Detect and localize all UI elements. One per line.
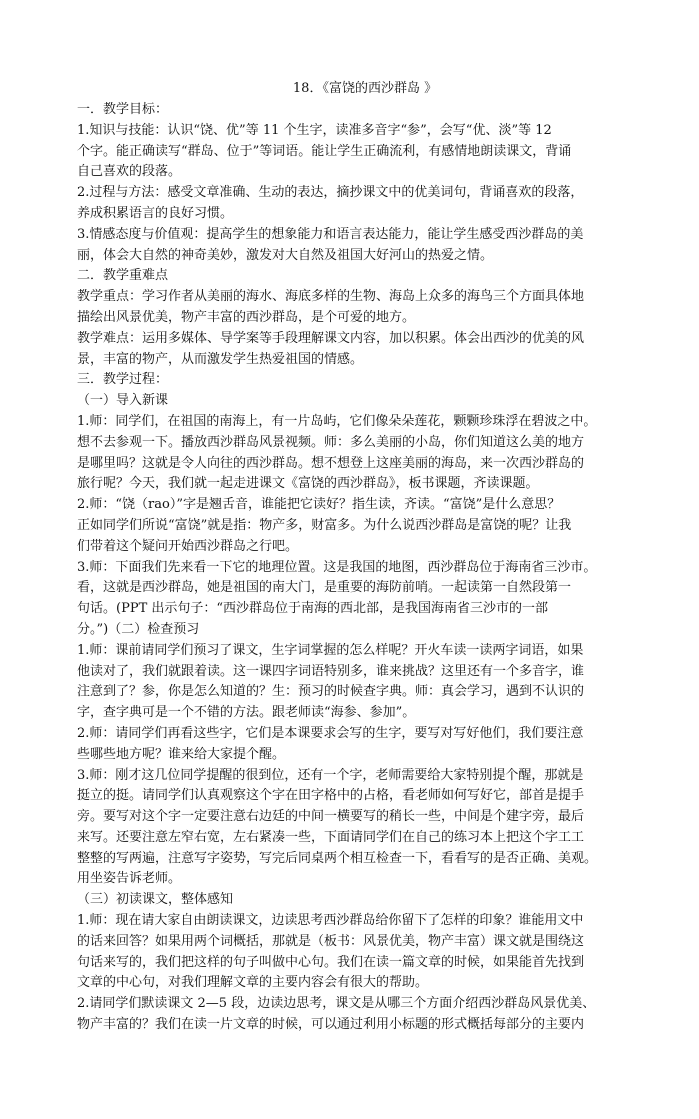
text-line: 看，这就是西沙群岛，她是祖国的南大门，是重要的海防前哨。一起读第一自然段第一 xyxy=(77,580,572,596)
text-line: 的话来回答？如果用两个词概括，那就是（板书：风景优美，物产丰富）课文就是围绕这 xyxy=(77,933,585,949)
text-line: 一．教学目标： xyxy=(77,102,169,117)
document-page xyxy=(77,80,633,1036)
text-line: 他读对了，我们就跟着读。这一课四字词语特别多，谁来挑战？这里还有一个多音字，谁 xyxy=(77,663,585,679)
document-body xyxy=(77,100,633,1036)
text-line: 挺立的挺。请同学们认真观察这个字在田字格中的占格，看老师如何写好它，部首是提手 xyxy=(77,788,585,804)
text-line: 丽，体会大自然的神奇美妙，激发对大自然及祖国大好河山的热爱之情。 xyxy=(77,247,494,263)
text-line: 们带着这个疑问开始西沙群岛之行吧。 xyxy=(77,538,299,554)
text-line: 是哪里吗？这就是令人向往的西沙群岛。想不想登上这座美丽的海岛，来一次西沙群岛的 xyxy=(77,455,585,471)
text-line: 正如同学们所说“富饶”就是指：物产多，财富多。为什么说西沙群岛是富饶的呢？让我 xyxy=(77,517,572,533)
text-line: 句话来写的，我们把这样的句子叫做中心句。我们在读一篇文章的时候，如果能首先找到 xyxy=(77,954,585,970)
text-line: 三．教学过程： xyxy=(77,372,169,388)
text-line: 2.请同学们默读课文 2—5 段，边读边思考，课文是从哪三个方面介绍西沙群岛风景优美、 xyxy=(77,996,596,1012)
text-line: 2.过程与方法：感受文章准确、生动的表达，摘抄课文中的优美词句，背诵喜欢的段落， xyxy=(77,185,584,201)
text-line: 旅行呢？今天，我们就一起走进课文《富饶的西沙群岛》，板书课题，齐读课题。 xyxy=(77,476,539,492)
text-line: 二．教学重难点 xyxy=(77,268,169,284)
text-line: 注意到了？参，你是怎么知道的？生：预习的时候查字典。师：真会学习，遇到不认识的 xyxy=(77,684,585,700)
text-line: 描绘出风景优美，物产丰富的西沙群岛，是个可爱的地方。 xyxy=(77,309,416,325)
text-line: 句话。(PPT 出示句子：“西沙群岛位于南海的西北部，是我国海南省三沙市的一部 xyxy=(77,601,549,617)
text-line: 旁。要写对这个字一定要注意右边廷的中间一横要写的稍长一些，中间是个建字旁，最后 xyxy=(77,809,585,825)
text-line: 字，查字典可是一个不错的方法。跟老师读“海参、参加”。 xyxy=(77,705,416,721)
text-line: 3.师：刚才这几位同学提醒的很到位，还有一个字，老师需要给大家特别提个醒，那就是 xyxy=(77,767,584,783)
text-line: 1.师：课前请同学们预习了课文，生字词掌握的怎么样呢？开火车读一读两字词语，如果 xyxy=(77,642,584,658)
text-line: 物产丰富的？我们在读一片文章的时候，可以通过利用小标题的形式概括每部分的主要内 xyxy=(77,1017,585,1033)
text-line: 用坐姿告诉老师。 xyxy=(77,871,182,887)
text-line: 景，丰富的物产，从而激发学生热爱祖国的情感。 xyxy=(77,351,364,367)
text-line: 来写。还要注意左窄右宽，左右紧凑一些，下面请同学们在自己的练习本上把这个字工工 xyxy=(77,829,585,845)
text-line: 整整的写两遍，注意写字姿势，写完后同桌两个相互检查一下，看看写的是否正确、美观。 xyxy=(77,850,598,866)
text-line: 2.师：请同学们再看这些字，它们是本课要求会写的生字，要写对写好他们，我们要注意 xyxy=(77,725,584,741)
text-line: （一）导入新课 xyxy=(77,393,169,409)
text-line: 教学重点：学习作者从美丽的海水、海底多样的生物、海岛上众多的海鸟三个方面具体地 xyxy=(77,289,585,305)
document-title: 18．《富饶的西沙群岛 》 xyxy=(292,81,438,96)
text-line: 养成积累语言的良好习惯。 xyxy=(77,205,234,221)
text-line: 自己喜欢的段落。 xyxy=(77,164,182,180)
text-line: 3.情感态度与价值观：提高学生的想象能力和语言表达能力，能让学生感受西沙群岛的美 xyxy=(77,226,584,242)
text-line: 些哪些地方呢？谁来给大家提个醒。 xyxy=(77,746,286,762)
text-line: 教学难点：运用多媒体、导学案等手段理解课文内容，加以积累。体会出西沙的优美的风 xyxy=(77,330,585,346)
text-line: 分。”)（二）检查预习 xyxy=(77,621,200,637)
text-line: 想不去参观一下。播放西沙群岛风景视频。师：多么美丽的小岛，你们知道这么美的地方 xyxy=(77,434,585,450)
text-line: 2.师：“饶（rao）”字是翘舌音，谁能把它读好？指生读，齐读。“富饶”是什么意思？ xyxy=(77,497,561,513)
text-line: 1.师：现在请大家自由朗读课文，边读思考西沙群岛给你留下了怎样的印象？谁能用文中 xyxy=(77,913,584,929)
text-line: 文章的中心句，对我们理解文章的主要内容会有很大的帮助。 xyxy=(77,975,429,991)
text-line: （三）初读课文，整体感知 xyxy=(77,892,234,908)
text-line: 个字。能正确读写“群岛、位于”等词语。能让学生正确流利，有感情地朗读课文，背诵 xyxy=(77,143,572,159)
text-line: 1.知识与技能：认识“饶、优”等 11 个生字，读准多音字“参”，会写“优、淡”等 12 xyxy=(77,122,552,138)
text-line: 3.师：下面我们先来看一下它的地理位置。这是我国的地图，西沙群岛位于海南省三沙市。 xyxy=(77,559,597,575)
text-line: 1.师：同学们，在祖国的南海上，有一片岛屿，它们像朵朵莲花，颗颗珍珠浮在碧波之中。 xyxy=(77,413,597,429)
